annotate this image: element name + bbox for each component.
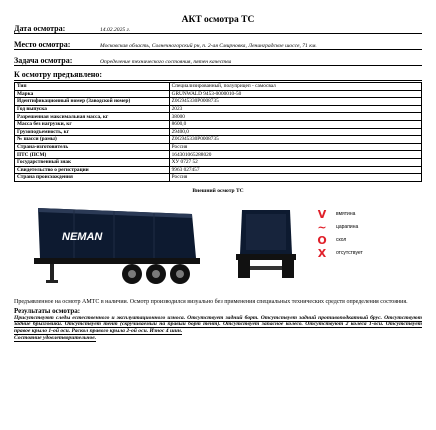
spec-row (15, 113, 422, 121)
rear-body-panel (246, 214, 286, 250)
legend-item (314, 234, 363, 247)
legend-symbol-icon: ~ (317, 220, 327, 234)
spec-value: 9963 027457 (169, 166, 421, 174)
legend-symbol-icon: X (317, 246, 327, 260)
spec-row (15, 151, 422, 159)
defect-legend (314, 208, 363, 260)
spec-row (15, 120, 422, 128)
rear-chassis (236, 254, 296, 260)
inspection-paragraph: Предъявленное на осмотр АМТС в наличии. Осмотр производился визуально без применения специальных технических средств определения состояния. (14, 298, 408, 305)
figure-title: Внешний осмотр ТС (192, 187, 244, 194)
spec-key: Марка (15, 90, 170, 98)
rear-axle (250, 266, 282, 270)
spec-key: Разрешенная максимальная масса, кг (15, 113, 170, 121)
spec-row (15, 136, 422, 144)
spec-value: Z0G945330P0008735 (169, 136, 421, 144)
spec-value: 29400,0 (169, 128, 421, 136)
task-row (14, 53, 422, 66)
legend-symbol-icon: V (317, 207, 327, 221)
legend-item (314, 221, 363, 234)
spec-table (14, 82, 422, 182)
legend-item (314, 208, 363, 221)
trailer-landing-gear (50, 264, 54, 282)
spec-key: Тип (15, 83, 170, 91)
spec-row (15, 90, 422, 98)
spec-value: ХУ 0727 52 (169, 158, 421, 166)
section-title: К осмотру предъявлено: (14, 70, 422, 81)
results-text (14, 315, 422, 341)
spec-key: Грузоподъемность, кг (15, 128, 170, 136)
place-label: Место осмотра: (14, 40, 71, 49)
spec-value: 38000 (169, 113, 421, 121)
spec-value: Специализированный, полуприцеп - самосвал (169, 83, 421, 91)
legend-symbol-icon: O (317, 233, 327, 247)
task-label: Задача осмотра: (14, 56, 73, 65)
date-value: 14.02.2025 г. (100, 27, 131, 33)
spec-key: Государственный знак (15, 158, 170, 166)
spec-row (15, 166, 422, 174)
trailer-side-view (34, 208, 200, 284)
legend-label: вмятина (336, 211, 356, 218)
task-value: Определение технического состояния, пятен качества (100, 59, 232, 65)
spec-value: Россия (169, 143, 421, 151)
spec-row (15, 174, 422, 182)
spec-row (15, 128, 422, 136)
spec-value: 8600,0 (169, 120, 421, 128)
results-body: Присутствуют следы естественного и эксплуатационного износа. Отсутствует задний борт. Отсутствует задний противоподкатный брус. Отсутствуют задние брызговики. Отсутствует тент (скручиваемый на правый борт тент). Отсутствует запасное колесо. Отсутствуют 2 колеса 1-оси. Отсутствует правое крыло 1-ой оси. Раскол правого крыла 2-ой оси. Износ 4 шин. (14, 314, 422, 334)
spec-value: Россия (169, 174, 421, 182)
spec-value: GRUNWALD 9453-0000010-50 (169, 90, 421, 98)
trailer-chassis (34, 258, 200, 264)
trailer-rear-view (236, 210, 296, 278)
spec-key: Год выпуска (15, 105, 170, 113)
document-title: АКТ осмотра ТС (181, 15, 255, 25)
trailer-figure (14, 196, 422, 296)
date-label: Дата осмотра: (14, 24, 66, 33)
spec-key: № шасси (рамы) (15, 136, 170, 144)
wheel-hub-3 (176, 270, 184, 278)
body-brand-text: NEMAN (62, 230, 103, 243)
place-row (14, 37, 422, 50)
spec-key: Страна-изготовитель (15, 143, 170, 151)
rear-wheel-right (282, 260, 294, 278)
legend-label: скол (336, 237, 347, 244)
spec-key: ПТС (ПСМ) (15, 151, 170, 159)
results-conclusion: Состояние удовлетворительное. (14, 334, 97, 341)
spec-key: Масса без нагрузки, кг (15, 120, 170, 128)
spec-row (15, 158, 422, 166)
trailer-landing-foot (46, 280, 58, 283)
legend-item (314, 247, 363, 260)
results-heading: Результаты осмотра: (14, 306, 81, 315)
spec-row (15, 143, 422, 151)
rear-wheel-left (238, 260, 250, 278)
legend-label: отсутствует (336, 250, 363, 257)
spec-row (15, 105, 422, 113)
place-value: Московская область, Солнечногорский рн, п. 2-ая Смирновка, Ленинградское шоссе, 71 км. (100, 43, 317, 49)
spec-key: Страна происхождения (15, 174, 170, 182)
spec-row (15, 98, 422, 106)
spec-value: 2023 (169, 105, 421, 113)
wheel-hub-1 (128, 270, 136, 278)
spec-key: Идентификационный номер (Заводской номер) (15, 98, 170, 106)
wheel-hub-2 (152, 270, 160, 278)
spec-value: 164301065288020 (169, 151, 421, 159)
spec-row (15, 83, 422, 91)
spec-value: Z0G945330P0008735 (169, 98, 421, 106)
legend-label: царапина (336, 224, 359, 231)
spec-key: Свидетельство о регистрации (15, 166, 170, 174)
